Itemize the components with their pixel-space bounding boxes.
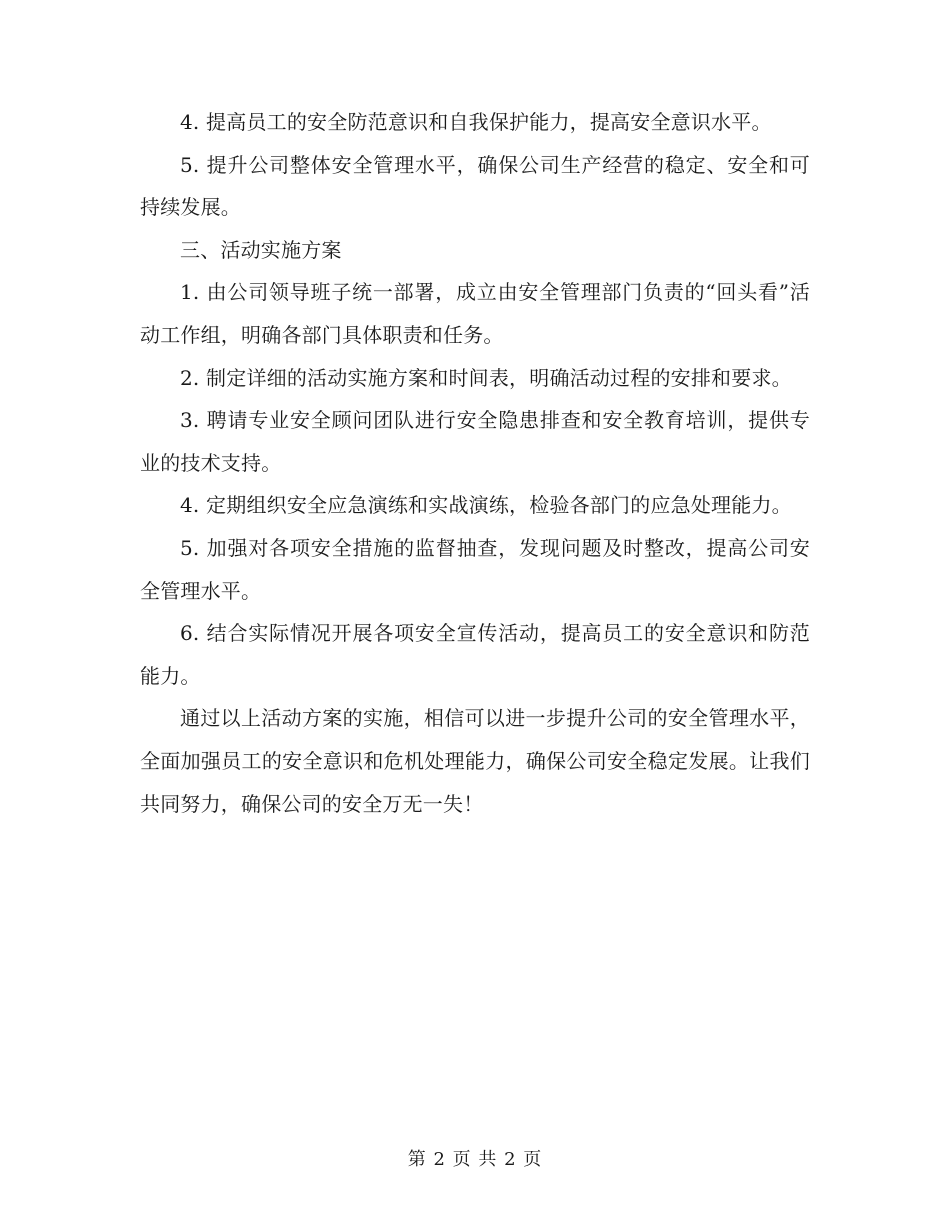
paragraph-conclusion: 通过以上活动方案的实施，相信可以进一步提升公司的安全管理水平，全面加强员工的安全意识和危机处理能力，确保公司安全稳定发展。让我们共同努力，确保公司的安全万无一失！ <box>140 706 810 816</box>
paragraph-goal-5: 5. 提升公司整体安全管理水平，确保公司生产经营的稳定、安全和可持续发展。 <box>140 152 810 220</box>
paragraph-plan-3: 3. 聘请专业安全顾问团队进行安全隐患排查和安全教育培训，提供专业的技术支持。 <box>140 408 810 475</box>
document-body <box>140 101 810 825</box>
paragraph-plan-5: 5. 加强对各项安全措施的监督抽查，发现问题及时整改，提高公司安全管理水平。 <box>140 535 810 603</box>
page-number-footer: 第 2 页 共 2 页 <box>407 1149 543 1170</box>
paragraph-plan-1: 1. 由公司领导班子统一部署，成立由安全管理部门负责的“回头看”活动工作组，明确各部门具体职责和任务。 <box>140 280 810 347</box>
paragraph-plan-2: 2. 制定详细的活动实施方案和时间表，明确活动过程的安排和要求。 <box>180 365 792 390</box>
paragraph-goal-4: 4. 提高员工的安全防范意识和自我保护能力，提高安全意识水平。 <box>180 110 772 134</box>
paragraph-plan-6: 6. 结合实际情况开展各项安全宣传活动，提高员工的安全意识和防范能力。 <box>140 621 810 688</box>
paragraph-plan-4: 4. 定期组织安全应急演练和实战演练，检验各部门的应急处理能力。 <box>180 493 792 518</box>
section-heading-implementation-plan: 三、活动实施方案 <box>180 237 342 262</box>
